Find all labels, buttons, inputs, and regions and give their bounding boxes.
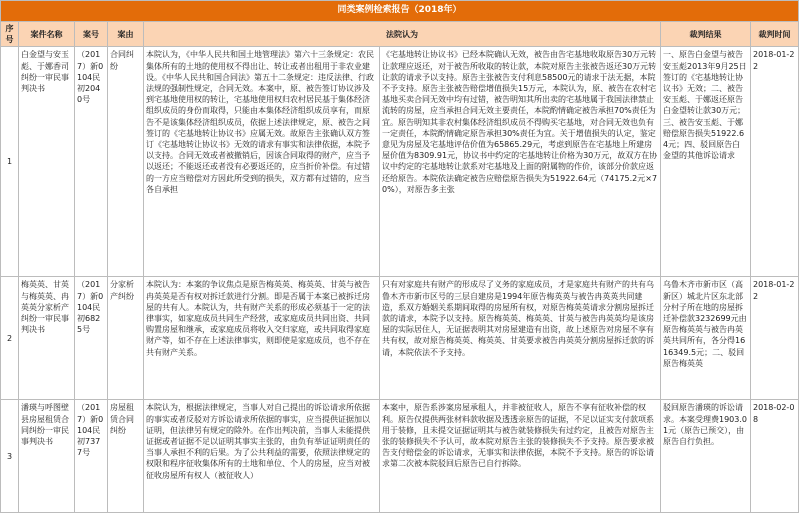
case-number: （2017）新0104民初2040号 (77, 50, 104, 105)
case-number: （2017）新0104民初6825号 (77, 280, 104, 335)
header-case-no: 案号 (75, 22, 108, 47)
judgment-result: 一、原告白金望与被告安玉彪2013年9月25日签订的《宅基地转让协议书》无效；二、被告安玉彪、于娜返还原告白金望转让款30万元；三、被告安玉彪、于娜赔偿原告损失51922.64元；四、驳回原告白金望的其他诉讼请求 (663, 50, 747, 161)
judgment-result: 驳回原告潘瑛的诉讼请求。本案受理费1903.01元（原告已预交），由原告自行负担。 (663, 403, 747, 447)
court-opinion-continued: 本案中，原告系涉案房屋承租人，并非被征收人，原告不享有征收补偿的权利。原告仅提供两张材料款收据及透透亲原告的证据，不足以证实支付款项系用于装修，且未提交证据证明其与被告就装修损失有过约定，且被告对原告主张的装修损失不予认可，故本院对原告主张的装修损失不予支持。原告要求被告支付赔偿金的诉讼请求，无事实和法律依据，本院不予支持。原告的诉讼请求第二次被本院驳回后原告已自行拆除。 (382, 403, 654, 469)
judgment-date: 2018-01-22 (753, 50, 795, 71)
court-opinion: 本院认为：本案的争议焦点是原告梅英英、梅英英、甘英与被告冉英英是否有权对拆迁款进行分割。即是否属于本案已被拆迁房屋的共有人。本院认为，共有财产关系的形成必须基于一定的法律事实，如家庭成员共同生产经营，或家庭成员共同出资、共同购置房屋和继承，或家庭成员将收入交归家庭，或共同取得家庭财产等，如不存在上述法律事实，则即使是家庭成员，也不存在共有财产关系。 (146, 280, 370, 357)
court-opinion-continued: 只有对家庭共有财产的形成尽了义务的家庭成员，才是家庭共有财产的共有乌鲁木齐市新市区号的三层自建房是1994年原告梅英英与被告冉英英共同建造，系双方婚姻关系期间取得的房屋所有权，对原告梅英英请求分割房屋拆迁款的请求，本院予以支持。原告梅英英、梅英英、甘英与被告冉英英均是该房屋的实际居住人，无证据表明其对房屋建造有出资，故上述原告对房屋不享有共有权，故对原告梅英英、梅英英、甘英要求被告冉英英分割房屋拆迁款的诉请，本院依法不予支持。 (382, 280, 654, 357)
row-index: 3 (1, 400, 19, 513)
case-name: 梅英英、甘英与梅英英、冉英英分家析产纠纷一审民事判决书 (21, 280, 69, 335)
court-opinion-continued: 《宅基地转让协议书》已经本院确认无效，被告由告宅基地收取原告30万元转让款理应返还，对于被告所收取的转让款，本院对原告主张被告返还30万元转让款的请求予以支持。原告主张被告支付利息58500元的请求于法无据，本院不予支持。原告主张被告赔偿增值损失15万元，本院认为，原、被告在农村宅基地买卖合同无效中均有过错，被告明知其所出卖的宅基地属于我国法律禁止流转的房屋，应当承担合同无效主要责任，本院酌情确定被告承担70%责任为宜。原告明知其非农村集体经济组织成员不得购买宅基地，对合同无效也负有一定责任，本院酌情确定原告承担30%责任为宜。关于增值损失的认定，鉴定意见为房屋及宅基地评估价值为65865.29元，考虑到原告在宅基地上所建房屋价值为8309.91元，协议书中约定的宅基地转让价格为30万元，故双方在协议中约定的宅基地转让款系对宅基地及上面的附属物的作价，该部分价款应返还给原告。本院依法确定被告应赔偿原告损失为51922.64元（74175.2元×70%），对原告多主张 (382, 50, 658, 194)
header-cause: 案由 (108, 22, 144, 47)
title-row (1, 1, 799, 22)
court-opinion: 本院认为，《中华人民共和国土地管理法》第六十三条规定：农民集体所有的土地的使用权不得出让、转让或者出租用于非农业建设。《中华人民共和国合同法》第五十二条规定：违反法律、行政法规的强制性规定，合同无效。本案中，原、被告签订协议涉及到宅基地使用权的转让，宅基地使用权归农村居民基于集体经济组织成员的身份而取得，只能由本集体经济组织成员享有，而原告不是该集体经济组织成员，依据上述法律规定，原、被告之间签订的《宅基地转让协议书》应属无效。故原告主张确认双方签订《宅基地转让协议书》无效的请求有事实和法律依据，本院予以支持。合同无效或者被撤销后，因该合同取得的财产，应当予以返还；不能返还或者没有必要返还的，应当折价补偿。有过错的一方应当赔偿对方因此所受到的损失，双方都有过错的，应当各自承担 (146, 50, 374, 194)
header-result: 裁判结果 (661, 22, 751, 47)
judgment-date: 2018-01-22 (753, 280, 795, 301)
case-cause: 合同纠纷 (110, 50, 134, 71)
table-row (1, 400, 799, 513)
case-cause: 分家析产纠纷 (110, 280, 134, 301)
header-court-opinion: 法院认为 (144, 22, 661, 47)
header-row (1, 22, 799, 47)
header-case-name: 案件名称 (19, 22, 75, 47)
judgment-result: 乌鲁木齐市新市区（高新区）城北片区东北部分村子所在地的房屋拆迁补偿款3232699元由原告梅英英与被告冉英英共同所有，各分得1616349.5元；二、驳回原告梅英英 (663, 280, 747, 368)
header-index: 序号 (1, 22, 19, 47)
case-name: 潘瑛与呼图壁县房屋租赁合同纠纷一审民事判决书 (21, 403, 69, 447)
table-row (1, 277, 799, 400)
case-number: （2017）新0104民初7377号 (77, 403, 104, 458)
row-index: 1 (1, 47, 19, 277)
court-opinion: 本院认为，根据法律规定，当事人对自己提出的诉讼请求所依据的事实或者反驳对方诉讼请求所依据的事实，应当提供证据加以证明，但法律另有规定的除外。在作出判决前，当事人未能提供证据或者证据不足以证明其事实主张的，由负有举证证明责任的当事人承担不利的后果。为了公共利益的需要，依照法律规定的权限和程序征收集体所有的土地和单位、个人的房屋，应当对被征收房屋所有权人（被征收人） (146, 403, 370, 480)
case-cause: 房屋租赁合同纠纷 (110, 403, 134, 435)
case-name: 白金望与安玉彪、于娜香司纠纷一审民事判决书 (21, 50, 69, 94)
header-date: 裁判时间 (751, 22, 799, 47)
table-row (1, 47, 799, 277)
judgment-date: 2018-02-08 (753, 403, 795, 424)
row-index: 2 (1, 277, 19, 400)
report-title: 同类案例检索报告（2018年） (1, 1, 799, 22)
